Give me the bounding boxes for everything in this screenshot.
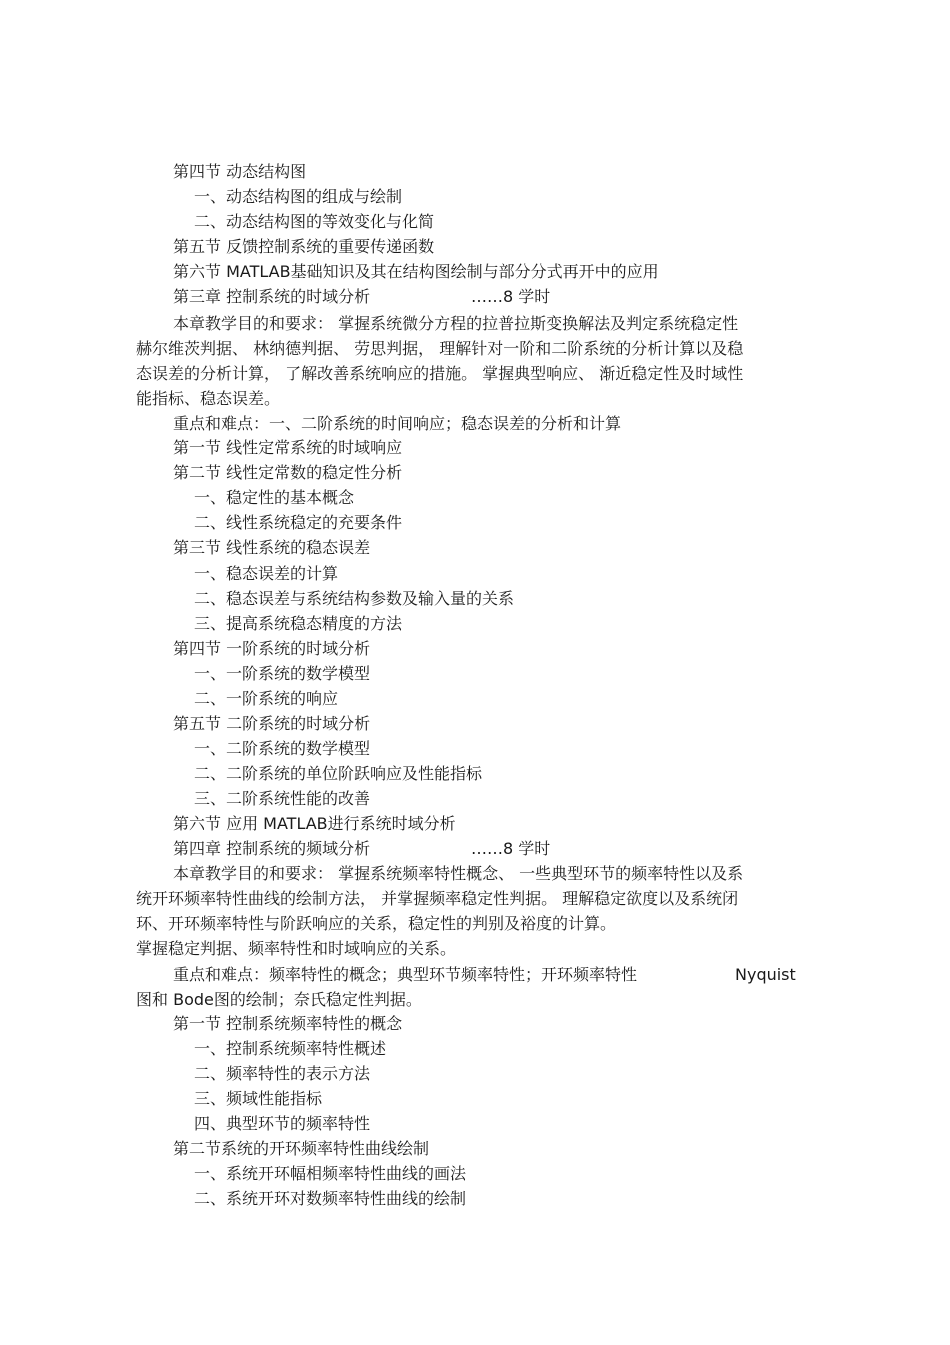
subsection-item: 二、频率特性的表示方法 <box>194 1064 371 1083</box>
paragraph-line: 统开环频率特性曲线的绘制方法， 并掌握频率稳定性判据。 理解稳定欲度以及系统闭 <box>136 889 739 908</box>
section-heading: 第二节 线性定常数的稳定性分析 <box>173 463 403 482</box>
paragraph-line: 赫尔维茨判据、 林纳德判据、 劳思判据， 理解针对一阶和二阶系统的分析计算以及稳 <box>136 339 744 358</box>
subsection-item: 二、一阶系统的响应 <box>194 689 339 708</box>
paragraph-line: 能指标、稳态误差。 <box>136 389 281 408</box>
section-heading: 第四节 一阶系统的时域分析 <box>173 639 371 658</box>
chapter-heading: 第四章 控制系统的频域分析 <box>173 839 371 858</box>
subsection-item: 二、系统开环对数频率特性曲线的绘制 <box>194 1189 467 1208</box>
paragraph-line: 本章教学目的和要求： 掌握系统频率特性概念、 一些典型环节的频率特性以及系 <box>173 864 744 883</box>
subsection-item: 一、稳定性的基本概念 <box>194 488 355 507</box>
subsection-item: 二、二阶系统的单位阶跃响应及性能指标 <box>194 764 483 783</box>
subsection-item: 一、稳态误差的计算 <box>194 564 339 583</box>
subsection-item: 一、动态结构图的组成与绘制 <box>194 187 403 206</box>
subsection-item: 一、一阶系统的数学模型 <box>194 664 371 683</box>
section-heading: 第一节 线性定常系统的时域响应 <box>173 438 403 457</box>
subsection-item: 一、二阶系统的数学模型 <box>194 739 371 758</box>
key-points-line: 图和 Bode图的绘制；奈氏稳定性判据。 <box>136 990 422 1009</box>
section-heading: 第一节 控制系统频率特性的概念 <box>173 1014 403 1033</box>
subsection-item: 四、典型环节的频率特性 <box>194 1114 371 1133</box>
section-heading: 第五节 二阶系统的时域分析 <box>173 714 371 733</box>
chapter-hours: ……8 学时 <box>471 839 551 858</box>
section-heading: 第六节 应用 MATLAB进行系统时域分析 <box>173 814 456 833</box>
key-points-line: 重点和难点：频率特性的概念；典型环节频率特性；开环频率特性 <box>173 965 638 984</box>
subsection-item: 一、控制系统频率特性概述 <box>194 1039 387 1058</box>
section-heading: 第二节系统的开环频率特性曲线绘制 <box>173 1139 430 1158</box>
subsection-item: 二、动态结构图的等效变化与化简 <box>194 212 435 231</box>
subsection-item: 二、稳态误差与系统结构参数及输入量的关系 <box>194 589 515 608</box>
paragraph-line: 态误差的分析计算， 了解改善系统响应的措施。 掌握典型响应、 渐近稳定性及时域性 <box>136 364 744 383</box>
section-heading: 第四节 动态结构图 <box>173 162 307 181</box>
paragraph-line: 掌握稳定判据、频率特性和时域响应的关系。 <box>136 939 457 958</box>
subsection-item: 二、线性系统稳定的充要条件 <box>194 513 403 532</box>
section-heading: 第五节 反馈控制系统的重要传递函数 <box>173 237 435 256</box>
subsection-item: 三、二阶系统性能的改善 <box>194 789 371 808</box>
chapter-heading: 第三章 控制系统的时域分析 <box>173 287 371 306</box>
section-heading: 第三节 线性系统的稳态误差 <box>173 538 371 557</box>
section-heading: 第六节 MATLAB基础知识及其在结构图绘制与部分分式再开中的应用 <box>173 262 659 281</box>
key-points-term: Nyquist <box>735 965 796 984</box>
paragraph-line: 本章教学目的和要求： 掌握系统微分方程的拉普拉斯变换解法及判定系统稳定性 <box>173 314 739 333</box>
chapter-hours: ……8 学时 <box>471 287 551 306</box>
key-points-line: 重点和难点：一、二阶系统的时间响应；稳态误差的分析和计算 <box>173 414 622 433</box>
subsection-item: 三、提高系统稳态精度的方法 <box>194 614 403 633</box>
subsection-item: 一、系统开环幅相频率特性曲线的画法 <box>194 1164 467 1183</box>
paragraph-line: 环、开环频率特性与阶跃响应的关系，稳定性的判别及裕度的计算。 <box>136 914 617 933</box>
subsection-item: 三、频域性能指标 <box>194 1089 323 1108</box>
